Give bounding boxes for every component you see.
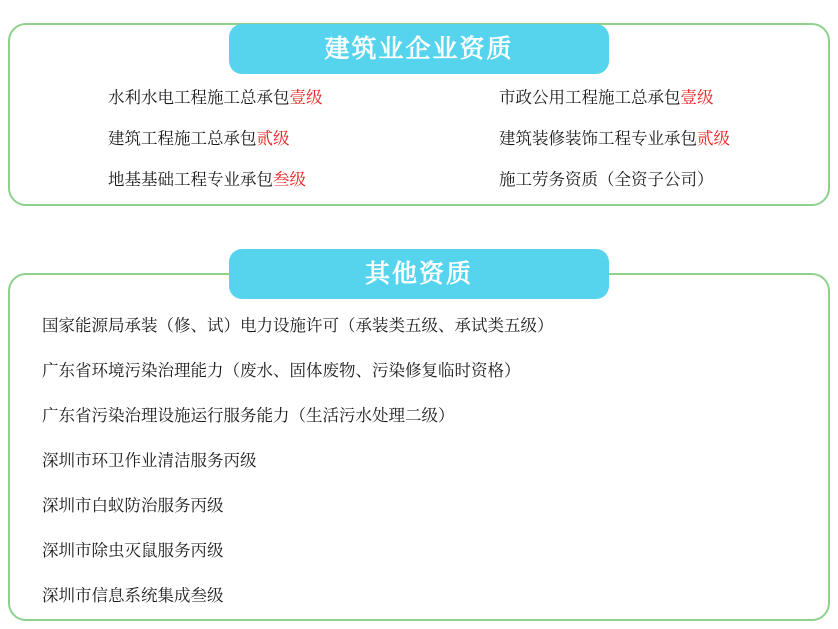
list-item (18, 169, 421, 191)
qualification-level: 壹级 (680, 88, 714, 107)
list-item: 国家能源局承装（修、试）电力设施许可（承装类五级、承试类五级） (42, 316, 554, 335)
qualification-level: 壹级 (289, 88, 323, 107)
list-item: 广东省环境污染治理能力（废水、固体废物、污染修复临时资格） (42, 361, 521, 380)
qualification-name: 建筑装修装饰工程专业承包 (499, 129, 697, 148)
other-qualifications-list (42, 315, 812, 607)
list-item (18, 87, 421, 109)
list-item: 深圳市环卫作业清洁服务丙级 (42, 451, 257, 470)
list-item (421, 169, 824, 191)
qualification-name: 市政公用工程施工总承包 (499, 88, 681, 107)
qualification-name: 施工劳务资质（全资子公司） (499, 170, 714, 189)
qualification-name: 水利水电工程施工总承包 (108, 88, 290, 107)
list-item (421, 87, 824, 109)
qualification-level: 贰级 (256, 129, 290, 148)
list-item: 深圳市白蚁防治服务丙级 (42, 496, 224, 515)
list-item (421, 128, 824, 150)
construction-qualifications-card (8, 23, 830, 206)
construction-qualifications-list (18, 87, 824, 191)
list-item: 深圳市除虫灭鼠服务丙级 (42, 541, 224, 560)
other-qualifications-title: 其他资质 (230, 250, 608, 298)
qualification-name: 建筑工程施工总承包 (108, 129, 257, 148)
list-item (18, 128, 421, 150)
qualification-level: 叁级 (273, 170, 306, 189)
qualification-name: 地基基础工程专业承包 (108, 170, 273, 189)
list-item: 深圳市信息系统集成叁级 (42, 586, 224, 605)
qualification-level: 贰级 (697, 129, 730, 148)
list-item: 广东省污染治理设施运行服务能力（生活污水处理二级） (42, 406, 455, 425)
construction-qualifications-title: 建筑业企业资质 (230, 25, 608, 73)
